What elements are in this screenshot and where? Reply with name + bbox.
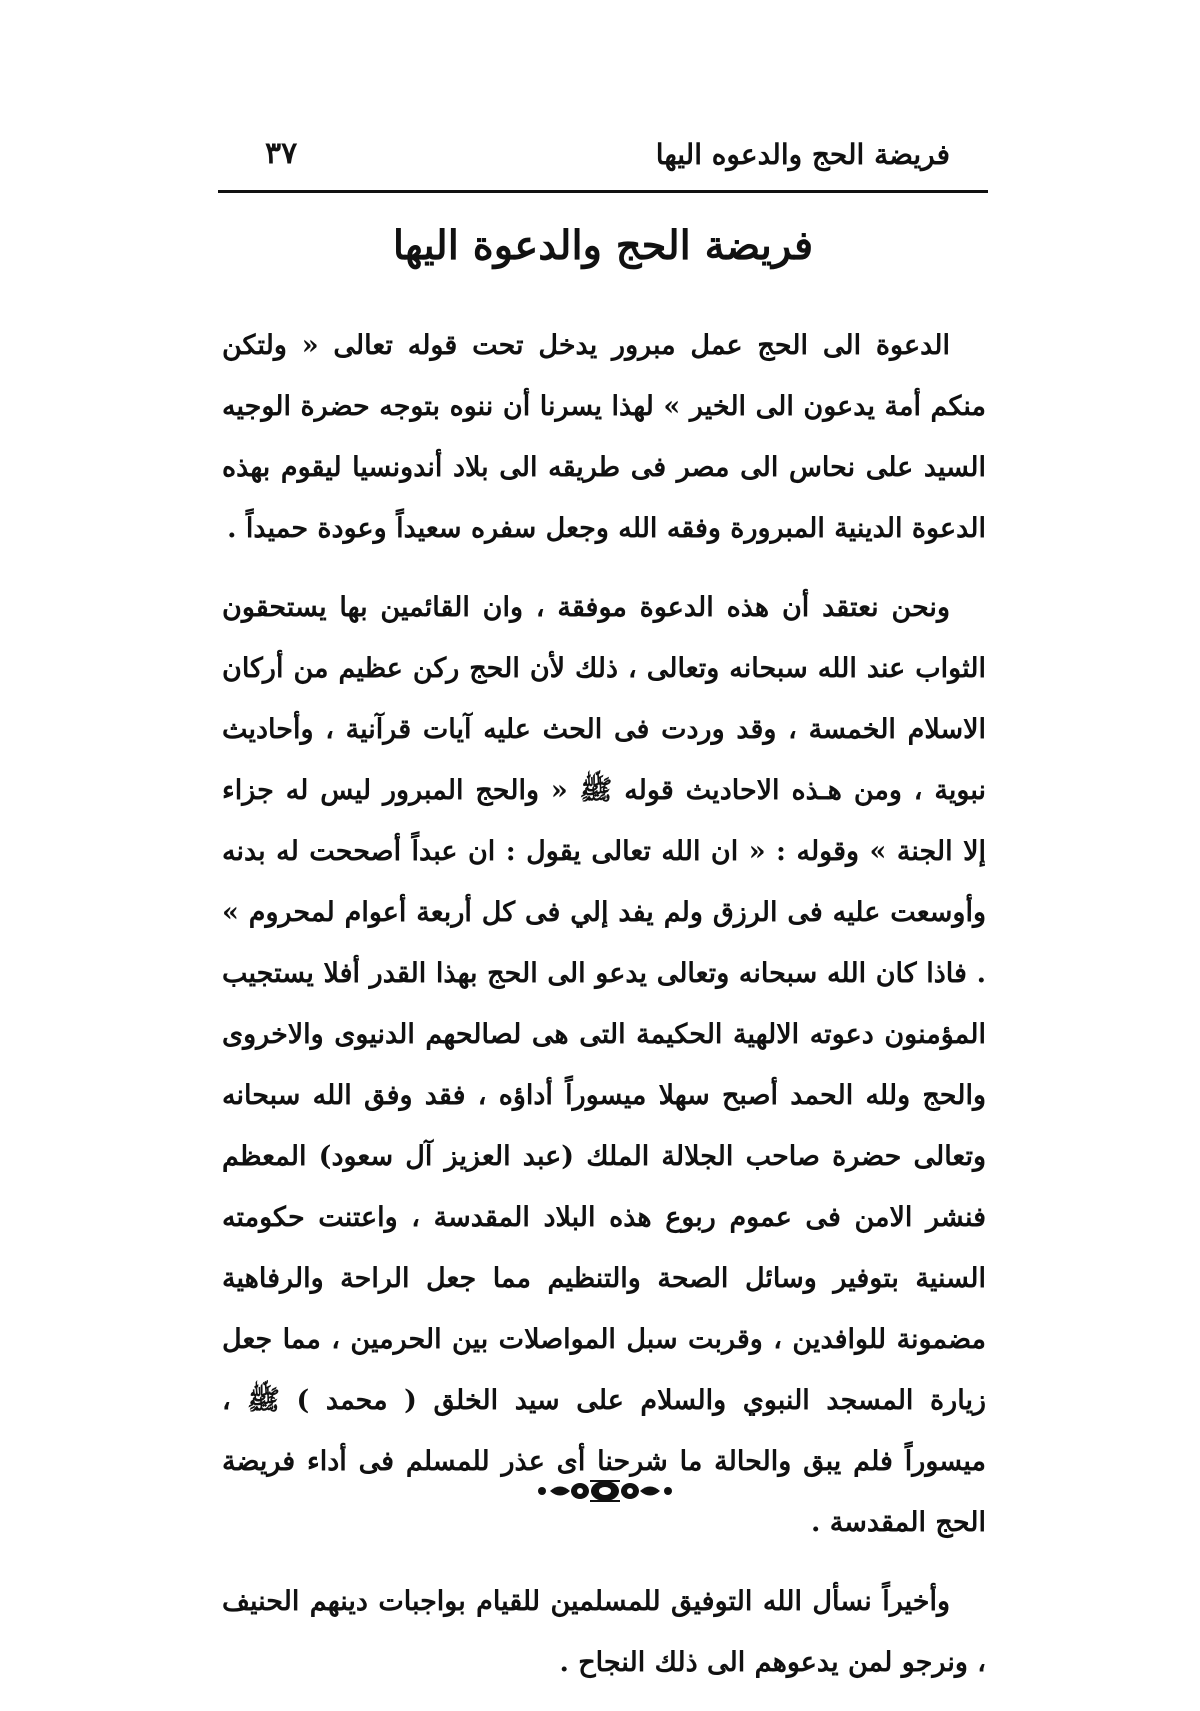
running-title: فريضة الحج والدعوه اليها xyxy=(655,138,950,171)
article-title: فريضة الحج والدعوة اليها xyxy=(392,222,814,269)
paragraph: وأخيراً نسأل الله التوفيق للمسلمين للقيام بواجبات دينهم الحنيف ، ونرجو لمن يدعوهم الى ذلك النجاح . xyxy=(222,1586,986,1678)
paragraph: الدعوة الى الحج عمل مبرور يدخل تحت قوله تعالى « ولتكن منكم أمة يدعون الى الخير » لهذا يسرنا أن ننوه بتوجه حضرة الوجيه السيد على نحاس الى مصر فى طريقه الى بلاد أندونسيا ليقوم بهذه الدعوة الدينية المبرورة وفقه الله وجعل سفره سعيداً وعودة حميداً . xyxy=(222,330,986,544)
end-ornament-icon xyxy=(530,1476,680,1506)
page-number: ٣٧ xyxy=(265,136,298,171)
paragraph: ونحن نعتقد أن هذه الدعوة موفقة ، وان القائمين بها يستحقون الثواب عند الله سبحانه وتعالى ، ذلك لأن الحج ركن عظيم من أركان الاسلام الخمسة ، وقد وردت فى الحث عليه آيات قرآنية ، وأحاديث نبوية ، ومن هـذه الاحاديث قوله ﷺ « والحج المبرور ليس له جزاء إلا الجنة » وقوله : « ان الله تعالى يقول : ان عبداً أصححت له بدنه وأوسعت عليه فى الرزق ولم يفد إلي فى كل أربعة أعوام لمحروم » . فاذا كان الله سبحانه وتعالى يدعو الى الحج بهذا القدر أفلا يستجيب المؤمنون دعوته الالهية الحكيمة التى هى لصالحهم الدنيوى والاخروى والحج ولله الحمد أصبح سهلا ميسوراً أداؤه ، فقد وفق الله سبحانه وتعالى حضرة صاحب الجلالة الملك (عبد العزيز آل سعود) المعظم فنشر الامن فى عموم ربوع هذه البلاد المقدسة ، واعتنت حكومته السنية بتوفير وسائل الصحة والتنظيم مما جعل الراحة والرفاهية مضمونة للوافدين ، وقربت سبل المواصلات بين الحرمين ، مما جعل زيارة المسجد النبوي والسلام على سيد الخلق ( محمد ) ﷺ ، ميسوراً فلم يبق والحالة ما شرحنا أى عذر للمسلم فى أداء فريضة الحج المقدسة . xyxy=(222,592,986,1538)
header-rule xyxy=(218,190,988,193)
running-header xyxy=(220,132,990,184)
